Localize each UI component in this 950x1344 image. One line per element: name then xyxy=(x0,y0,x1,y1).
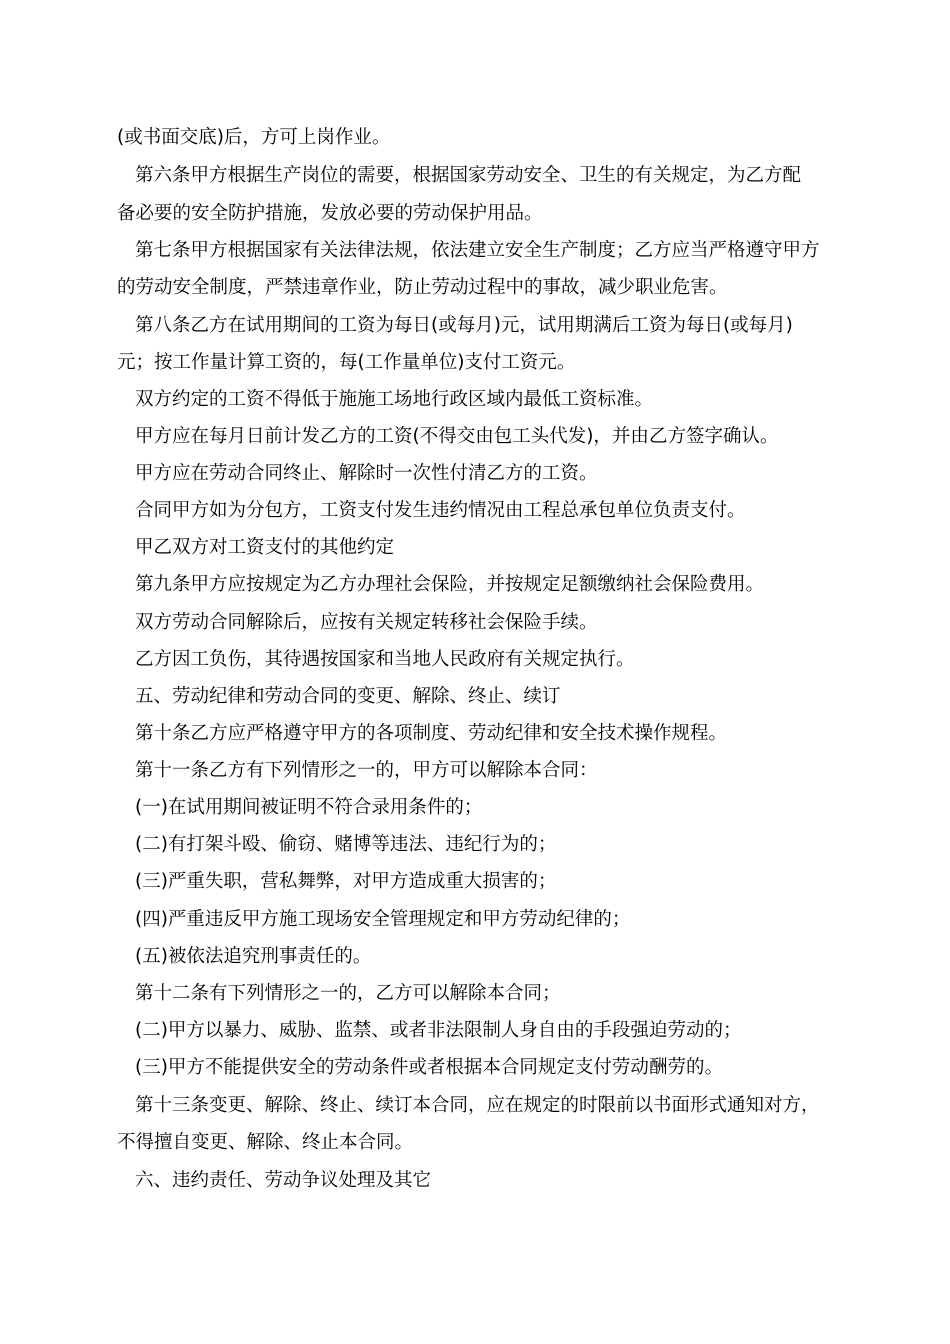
text-line: 的劳动安全制度，严禁违章作业，防止劳动过程中的事故，减少职业危害。 xyxy=(117,277,728,298)
section-heading: 五、劳动纪律和劳动合同的变更、解除、终止、续订 xyxy=(135,686,561,707)
text-line: 甲乙双方对工资支付的其他约定 xyxy=(135,537,395,558)
text-line: 第六条甲方根据生产岗位的需要，根据国家劳动安全、卫生的有关规定，为乙方配 xyxy=(135,165,802,186)
list-item: (二)有打架斗殴、偷窃、赌博等违法、违纪行为的； xyxy=(135,834,557,855)
list-item: (二)甲方以暴力、威胁、监禁、或者非法限制人身自由的手段强迫劳动的； xyxy=(135,1020,742,1041)
list-item: (一)在试用期间被证明不符合录用条件的； xyxy=(135,797,483,818)
list-item: (三)甲方不能提供安全的劳动条件或者根据本合同规定支付劳动酬劳的。 xyxy=(135,1057,723,1078)
list-item: (五)被依法追究刑事责任的。 xyxy=(135,946,372,967)
text-line: 不得擅自变更、解除、终止本合同。 xyxy=(117,1132,414,1153)
text-line: 第十一条乙方有下列情形之一的，甲方可以解除本合同： xyxy=(135,760,598,781)
text-line: 第七条甲方根据国家有关法律法规，依法建立安全生产制度；乙方应当严格遵守甲方 xyxy=(135,240,820,261)
text-line: 第十条乙方应严格遵守甲方的各项制度、劳动纪律和安全技术操作规程。 xyxy=(135,723,728,744)
text-line: 双方劳动合同解除后，应按有关规定转移社会保险手续。 xyxy=(135,612,598,633)
section-heading: 六、违约责任、劳动争议处理及其它 xyxy=(135,1170,432,1191)
text-line: 乙方因工负伤，其待遇按国家和当地人民政府有关规定执行。 xyxy=(135,649,635,670)
text-line: 第十三条变更、解除、终止、续订本合同，应在规定的时限前以书面形式通知对方， xyxy=(135,1095,820,1116)
text-line: 双方约定的工资不得低于施施工场地行政区域内最低工资标准。 xyxy=(135,389,654,410)
text-line: 第八条乙方在试用期间的工资为每日(或每月)元，试用期满后工资为每日(或每月) xyxy=(135,315,793,336)
text-line: 甲方应在每月日前计发乙方的工资(不得交由包工头代发)，并由乙方签字确认。 xyxy=(135,426,779,447)
text-line: 备必要的安全防护措施，发放必要的劳动保护用品。 xyxy=(117,203,543,224)
text-line: 甲方应在劳动合同终止、解除时一次性付清乙方的工资。 xyxy=(135,463,598,484)
text-line: 第九条甲方应按规定为乙方办理社会保险，并按规定足额缴纳社会保险费用。 xyxy=(135,574,765,595)
text-line: 元；按工作量计算工资的，每(工作量单位)支付工资元。 xyxy=(117,352,576,373)
text-line: 合同甲方如为分包方，工资支付发生违约情况由工程总承包单位负责支付。 xyxy=(135,500,746,521)
list-item: (三)严重失职，营私舞弊，对甲方造成重大损害的； xyxy=(135,871,557,892)
text-line: (或书面交底)后，方可上岗作业。 xyxy=(117,127,391,148)
list-item: (四)严重违反甲方施工现场安全管理规定和甲方劳动纪律的； xyxy=(135,909,631,930)
text-line: 第十二条有下列情形之一的，乙方可以解除本合同； xyxy=(135,983,561,1004)
